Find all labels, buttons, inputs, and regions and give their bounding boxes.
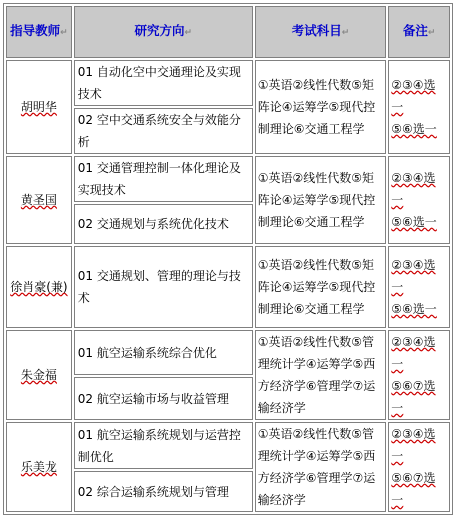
direction-cell <box>74 204 253 244</box>
teacher-name: 胡明华 <box>20 100 57 114</box>
note-cell <box>388 330 450 420</box>
note-line-2: ⑤⑥选一 <box>391 302 437 316</box>
subjects-cell <box>255 330 387 420</box>
table-row <box>6 60 450 106</box>
direction-text: 01 航空运输系统综合优化 <box>77 345 217 360</box>
note-line-2: ⑤⑥选一 <box>391 215 437 229</box>
teacher-cell <box>6 60 72 154</box>
subjects-cell <box>255 156 387 244</box>
subjects-text: ①英语②线性代数⑤矩阵论④运筹学⑤现代控制理论⑥交通工程学 <box>257 78 376 136</box>
teacher-cell <box>6 246 72 328</box>
advisor-table <box>3 3 453 515</box>
direction-text: 02 空中交通系统安全与效能分析 <box>77 113 241 149</box>
direction-cell <box>74 422 253 469</box>
direction-cell <box>74 246 253 328</box>
note-cell <box>388 422 450 512</box>
subjects-text: ①英语②线性代数⑤管理统计学④运筹学⑤西方经济学⑥管理学⑦运输经济学 <box>257 427 376 507</box>
note-line-1: ②③④选一 <box>391 335 436 371</box>
direction-text: 02 航空运输市场与收益管理 <box>77 391 229 406</box>
teacher-cell <box>6 156 72 244</box>
teacher-name: 朱金福 <box>20 368 57 382</box>
teacher-name: 乐美龙 <box>20 460 57 474</box>
note-line-1: ②③④选一 <box>391 427 436 463</box>
header-teacher: 指导教师↵ <box>6 6 72 58</box>
subjects-text: ①英语②线性代数⑤矩阵论④运筹学⑤现代控制理论⑥交通工程学 <box>257 258 376 316</box>
direction-cell <box>74 471 253 512</box>
note-cell <box>388 60 450 154</box>
header-note: 备注↵ <box>388 6 450 58</box>
table-row <box>6 156 450 202</box>
teacher-cell <box>6 330 72 420</box>
subjects-text: ①英语②线性代数⑤管理统计学④运筹学⑤西方经济学⑥管理学⑦运输经济学 <box>257 335 376 415</box>
direction-text: 01 交通规划、管理的理论与技术 <box>77 269 241 305</box>
direction-cell <box>74 330 253 375</box>
direction-cell <box>74 377 253 420</box>
subjects-cell <box>255 246 387 328</box>
note-line-2: ⑤⑥⑦选一 <box>391 379 436 415</box>
note-line-2: ⑤⑥⑦选一 <box>391 471 436 507</box>
header-direction: 研究方向↵ <box>74 6 253 58</box>
direction-cell <box>74 60 253 106</box>
table-row <box>6 330 450 375</box>
note-line-2: ⑤⑥选一 <box>391 122 437 136</box>
direction-text: 01 交通管理控制一体化理论及实现技术 <box>77 161 241 197</box>
note-line-1: ②③④选一 <box>391 78 436 114</box>
note-cell <box>388 156 450 244</box>
teacher-name: 徐肖豪(兼) <box>10 280 68 294</box>
direction-cell <box>74 156 253 202</box>
note-line-1: ②③④选一 <box>391 171 436 207</box>
note-cell <box>388 246 450 328</box>
subjects-cell <box>255 422 387 512</box>
direction-cell <box>74 108 253 154</box>
direction-text: 02 交通规划与系统优化技术 <box>77 217 229 231</box>
direction-text: 01 航空运输系统规划与运营控制优化 <box>77 427 241 464</box>
header-subjects: 考试科目↵ <box>255 6 387 58</box>
note-line-1: ②③④选一 <box>391 258 436 294</box>
direction-text: 02 综合运输系统规划与管理 <box>77 484 229 499</box>
subjects-text: ①英语②线性代数⑤矩阵论④运筹学⑤现代控制理论⑥交通工程学 <box>257 171 376 229</box>
direction-text: 01 自动化空中交通理论及实现技术 <box>77 65 241 101</box>
teacher-cell <box>6 422 72 512</box>
subjects-cell <box>255 60 387 154</box>
table-row <box>6 246 450 328</box>
teacher-name: 黄圣国 <box>20 193 57 207</box>
header-row <box>6 6 450 58</box>
table-row <box>6 422 450 469</box>
